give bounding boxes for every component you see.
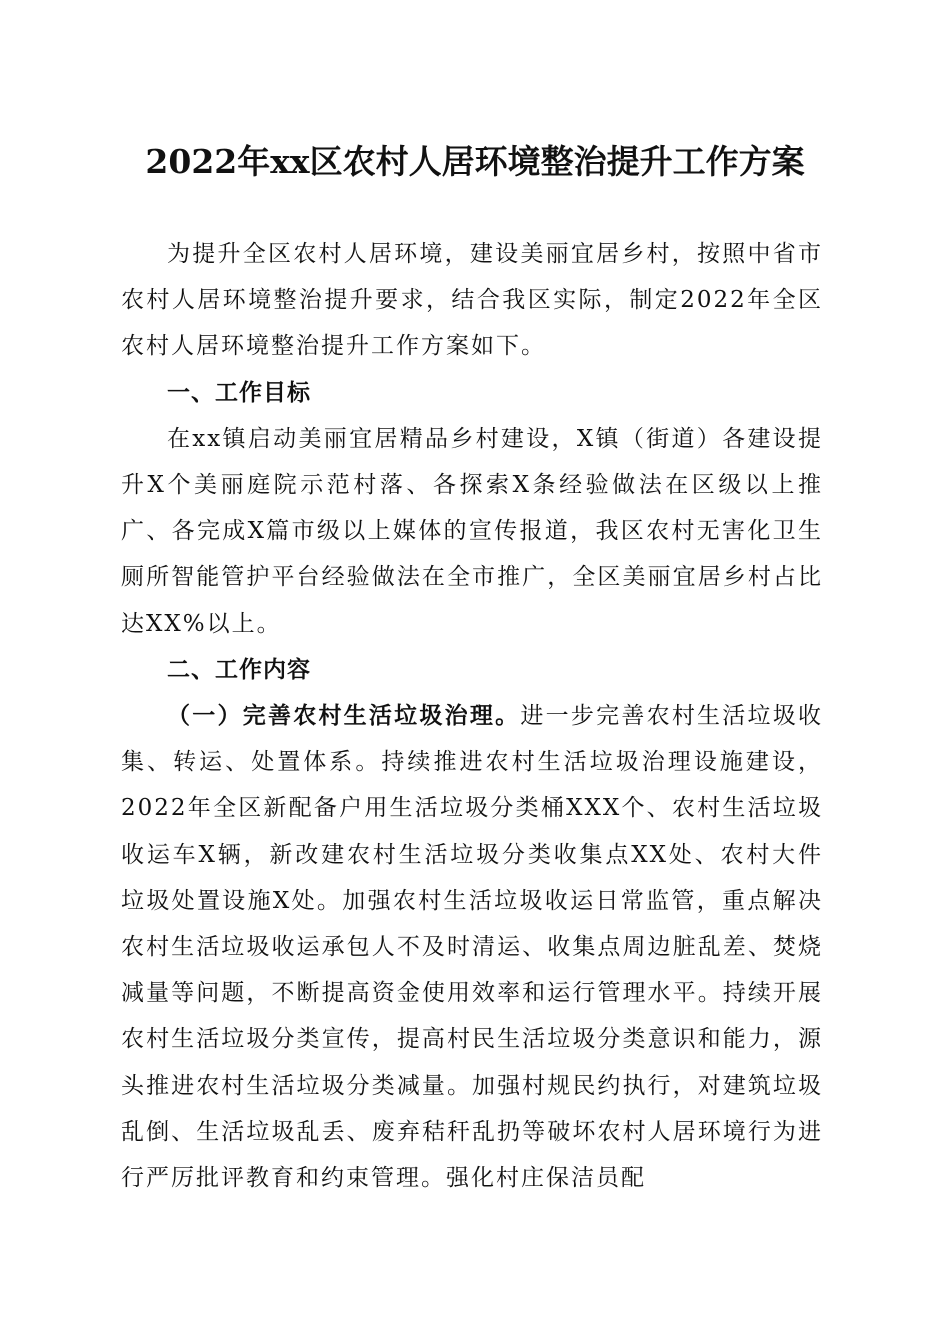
- intro-paragraph: 为提升全区农村人居环境，建设美丽宜居乡村，按照中省市农村人居环境整治提升要求，结合我区实际，制定2022年全区农村人居环境整治提升工作方案如下。: [121, 241, 823, 360]
- document-body: [121, 231, 823, 1201]
- item-lead-garbage: （一）完善农村生活垃圾治理。: [167, 702, 521, 730]
- content-paragraph-garbage: [121, 693, 823, 1201]
- goals-paragraph: 在xx镇启动美丽宜居精品乡村建设，X镇（街道）各建设提升X个美丽庭院示范村落、各探索X条经验做法在区级以上推广、各完成X篇市级以上媒体的宣传报道，我区农村无害化卫生厕所智能管护平台经验做法在全市推广，全区美丽宜居乡村占比达XX%以上。: [121, 425, 823, 637]
- section-heading-goals: 一、工作目标: [167, 378, 311, 406]
- section-heading-content: 二、工作内容: [167, 655, 311, 683]
- document-title: 2022年xx区农村人居环境整治提升工作方案: [145, 142, 805, 181]
- item-text-garbage: 进一步完善农村生活垃圾收集、转运、处置体系。持续推进农村生活垃圾治理设施建设，2022年全区新配备户用生活垃圾分类桶XXX个、农村生活垃圾收运车X辆，新改建农村生活垃圾分类收集点XX处、农村大件垃圾处置设施X处。加强农村生活垃圾收运日常监管，重点解决农村生活垃圾收运承包人不及时清运、收集点周边脏乱差、焚烧减量等问题，不断提高资金使用效率和运行管理水平。持续开展农村生活垃圾分类宣传，提高村民生活垃圾分类意识和能力，源头推进农村生活垃圾分类减量。加强村规民约执行，对建筑垃圾乱倒、生活垃圾乱丢、废弃秸秆乱扔等破坏农村人居环境行为进行严厉批评教育和约束管理。强化村庄保洁员配: [121, 703, 824, 1192]
